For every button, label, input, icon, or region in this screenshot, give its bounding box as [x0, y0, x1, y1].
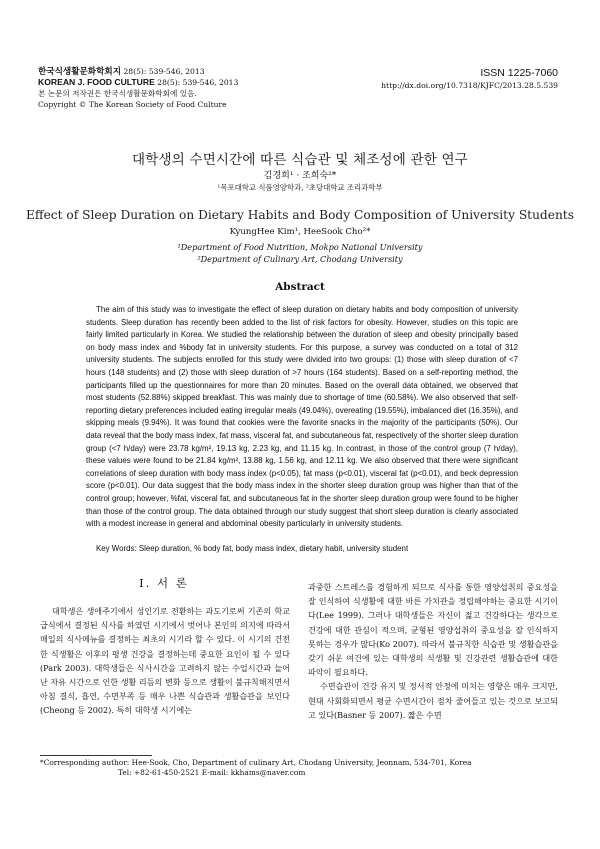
keywords: Key Words: Sleep duration, % body fat, body mass index, dietary habit, university student	[96, 544, 409, 553]
copyright-note: 본 논문의 저작권은 한국식생활문화학회에 있음.	[38, 89, 197, 98]
paragraph: 과중한 스트레스를 경험하게 되므로 식사를 통한 영양섭취의 중요성을 잘 인식하여 식생활에 대한 바른 가치관을 정립해야하는 중요한 시기이다(Lee 1999). 그러나 대학생들은 자신이 젊고 건강하다는 생각으로 건강에 대한 관심이 적으며, 균형된 영양섭취의 중요성을 잘 인식하지 못하는 경우가 많다(Ko 2007). 따라서 불규칙한 식습관 및 생활습관을 갖기 쉬운 여건에 있는 대학생의 식생활 및 건강관련 생활습관에 대한 파악이 필요하다.	[308, 582, 558, 678]
copyright: Copyright © The Korean Society of Food Culture	[38, 100, 227, 109]
left-column	[40, 604, 290, 718]
affiliation-1: ¹Department of Food Nutrition, Mokpo National University	[177, 242, 423, 252]
section-title: I. 서 론	[139, 576, 189, 590]
journal-header	[38, 66, 238, 110]
journal-name-ko: 한국식생활문화학회지	[38, 66, 122, 76]
issn: ISSN 1225-7060	[480, 67, 558, 79]
abstract-text: The aim of this study was to investigate the effect of sleep duration on dietary habits and body composition of university students. Sleep duration has recently been added to the list of risk factors for obesity. However, studies on this topic are fairly limited particularly in Korea. We studied the relationship between the duration of sleep and obesity principally based on body mass index and %body fat in university students. For this purpose, a survey was conducted on a total of 312 university students. The subjects enrolled for this study were divided into two groups: (1) those with sleep duration of <7 hours (148 students) and (2) those with sleep duration of >7 hours (164 students). Based on a self-reporting method, the participants filled up the questionnaires for more than 20 minutes. Based on the overall data obtained, we observed that most students (52.88%) skipped breakfast. This was mainly due to shortage of time (60.58%). We also observed that self-reporting dietary preferences included eating irregular meals (49.04%), overeating (19.55%), imbalanced diet (16.35%), and skipping meals (9.94%). It was found that cookies were the favorite snacks in the majority of the participants (50%). Our data reveal that the body mass index, fat mass, visceral fat, and subcutaneous fat, respectively of the shorter sleep duration group (<7 h/day) were 23.78 kg/m², 19.13 kg, 2.23 kg, and 11.15 kg. In contrast, in those of the control group (7 h/day), these values were found to be 21.84 kg/m², 13.88 kg, 1.56 kg, and 12.11 kg. We also observed that there were significant correlations of sleep duration with body mass index (p<0.05), fat mass (p<0.01), visceral fat (p<0.01), and beck depression score (p<0.01). Our data suggest that the body mass index in the shorter sleep duration group was higher than that of the control group; however, %fat, visceral fat, and subcutaneous fat in the shorter sleep duration group were found to be higher than those of the control group. The data obtained through our study suggest that short sleep duration is clearly associated with a modest increase in general and abdominal obesity particularly in university students.	[86, 305, 518, 529]
journal-name-en: KOREAN J. FOOD CULTURE	[38, 77, 155, 87]
affiliation-2: ²Department of Culinary Art, Chodang University	[197, 254, 403, 264]
authors-korean: 김경희¹ · 조희숙²*	[263, 171, 337, 181]
affiliations-korean: ¹목포대학교 식품영양학과, ²초당대학교 조리과학부	[217, 183, 383, 192]
footnote-rule	[40, 755, 152, 756]
paragraph: 대학생은 생애주기에서 성인기로 전환하는 과도기로써 기존의 학교급식에서 결정된 식사를 하였던 시기에서 벗어나 본인의 의지에 따라서 매일의 식사메뉴를 결정하는 최초의 시기라 할 수 있다. 이 시기의 건전한 식생활은 이후의 평생 건강을 결정하는데 중요한 요인이 될 수 있다(Park 2003). 대학생들은 식사시간을 고려하지 않는 수업시간과 늘어난 자유 시간으로 인한 생활 리듬의 변화 등으로 생활이 불규칙해지면서 아침 결식, 흡연, 수면부족 등 매우 나쁜 식습관과 생활습관을 보인다(Cheong 등 2002). 특히 대학생 시기에는	[40, 606, 290, 716]
footnote	[40, 758, 472, 779]
paragraph: 수면습관이 건강 유지 및 정서적 안정에 미치는 영향은 매우 크지만, 현대 사회화되면서 평균 수면시간이 점차 줄어들고 있는 것으로 보고되고 있다(Basner 등 2007). 짧은 수면	[308, 681, 558, 720]
doi-link[interactable]: http://dx.doi.org/10.7318/KJFC/2013.28.5.539	[381, 81, 558, 90]
issn-block	[381, 66, 558, 91]
title-english: Effect of Sleep Duration on Dietary Habits and Body Composition of University Students	[26, 208, 574, 222]
title-korean: 대학생의 수면시간에 따른 식습관 및 체조성에 관한 연구	[132, 152, 468, 168]
authors-english: KyungHee Kim¹, HeeSook Cho²*	[229, 227, 371, 237]
volume-en: 28(5): 539-546, 2013	[157, 78, 239, 87]
volume-ko: 28(5): 539-546, 2013	[123, 67, 205, 76]
contact-info: Tel: +82-61-450-2521 E-mail: kkhams@naver.com	[118, 768, 306, 778]
abstract-body	[86, 304, 518, 531]
right-column	[308, 580, 558, 722]
corresponding-author: *Corresponding author: Hee-Sook, Cho, Department of culinary Art, Chodang University, Jeonnam, 534-701, Korea	[40, 758, 472, 767]
abstract-heading: Abstract	[275, 281, 325, 293]
affiliations-english	[0, 241, 600, 265]
